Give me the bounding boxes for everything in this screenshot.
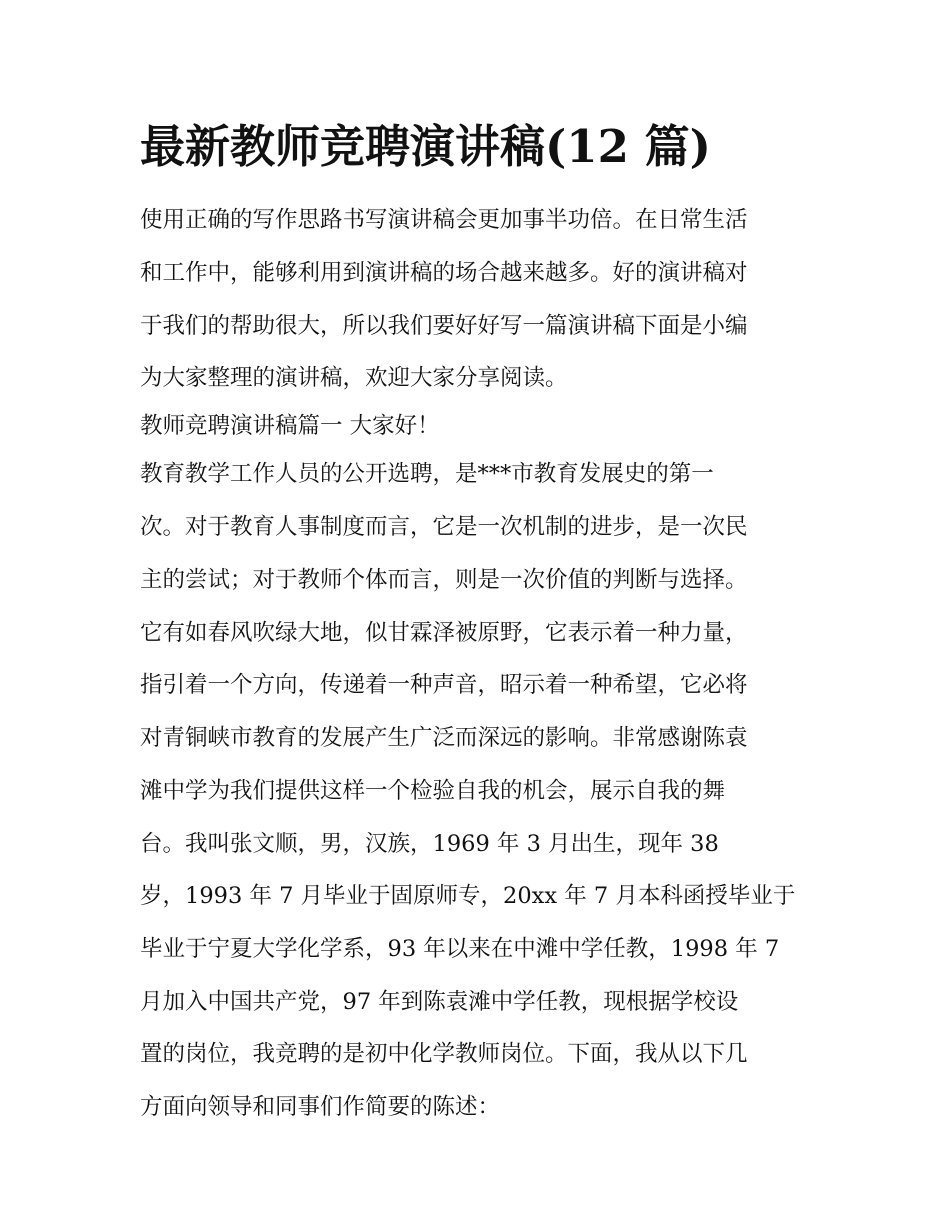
body-line: 滩中学为我们提供这样一个检验自我的机会，展示自我的舞 [140,778,726,804]
intro-line: 使用正确的写作思路书写演讲稿会更加事半功倍。在日常生活 [140,207,748,233]
body-line: 台。我叫张文顺，男，汉族，1969 年 3 月出生，现年 38 [140,831,719,857]
intro-line: 于我们的帮助很大，所以我们要好好写一篇演讲稿下面是小编 [140,313,748,339]
document-title: 最新教师竞聘演讲稿(12 篇) [140,120,711,173]
body-line: 次。对于教育人事制度而言，它是一次机制的进步，是一次民 [140,514,748,540]
intro-line: 和工作中，能够利用到演讲稿的场合越来越多。好的演讲稿对 [140,260,748,286]
body-line: 置的岗位，我竞聘的是初中化学教师岗位。下面，我从以下几 [140,1041,748,1067]
intro-line: 为大家整理的演讲稿，欢迎大家分享阅读。 [140,365,568,391]
body-line: 主的尝试；对于教师个体而言，则是一次价值的判断与选择。 [140,567,748,593]
body-line: 对青铜峡市教育的发展产生广泛而深远的影响。非常感谢陈袁 [140,725,748,751]
body-line: 毕业于宁夏大学化学系，93 年以来在中滩中学任教，1998 年 7 [140,936,780,962]
body-line: 岁，1993 年 7 月毕业于固原师专，20xx 年 7 月本科函授毕业于 [140,883,796,909]
body-line: 月加入中国共产党，97 年到陈袁滩中学任教，现根据学校设 [140,989,739,1015]
body-line: 教育教学工作人员的公开选聘，是***市教育发展史的第一 [140,461,714,487]
body-line: 它有如春风吹绿大地，似甘霖泽被原野，它表示着一种力量， [140,620,748,646]
body-line: 指引着一个方向，传递着一种声音，昭示着一种希望，它必将 [140,672,748,698]
body-line: 方面向领导和同事们作简要的陈述： [140,1094,501,1120]
section-heading: 教师竞聘演讲稿篇一 大家好！ [140,413,440,439]
